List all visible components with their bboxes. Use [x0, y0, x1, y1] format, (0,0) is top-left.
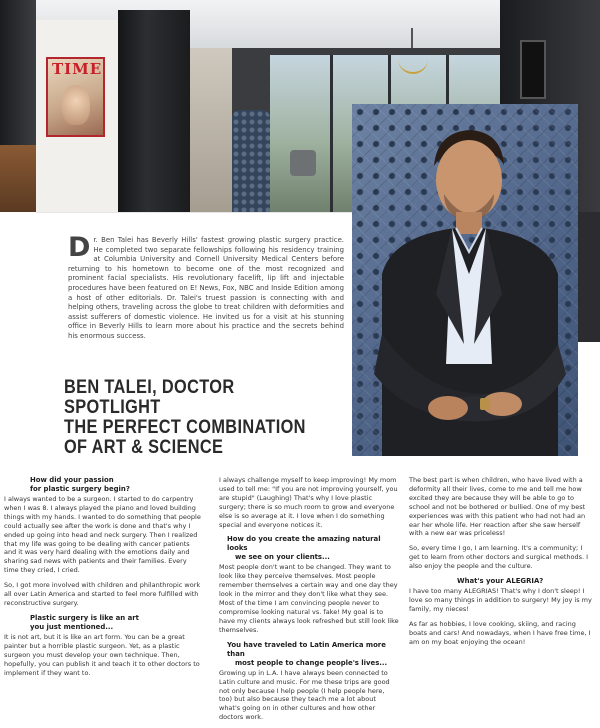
question-line: for plastic surgery begin?	[30, 485, 130, 493]
article-headline	[64, 378, 313, 458]
tufted-chair	[232, 110, 270, 212]
background-edge	[578, 212, 600, 342]
magazine-portrait-icon	[62, 85, 90, 125]
doctor-portrait-icon	[352, 104, 578, 456]
doctor-portrait	[352, 104, 578, 456]
doorway	[190, 48, 232, 212]
answer-paragraph: So, every time I go, I am learning. It's a community; I get to learn from other doctors and surgical methods. I also enjoy the people and the culture.	[409, 544, 589, 571]
headline-line-1: BEN TALEI, DOCTOR SPOTLIGHT	[64, 377, 235, 418]
answer-paragraph: Growing up in L.A. I have always been connected to Latin culture and music. For me these trips are good not only because I help people (I help people here, too) but also because they teach me a lot about what's going on in other cultures and how other doctors work.	[219, 668, 390, 722]
intro-text: r. Ben Talei has Beverly Hills' fastest growing plastic surgery practice. He completed two separate fellowships following his residency training at Columbia University and Cornell University Medical Centers before returning to his hometown to become one of the most recognized and prominent facial specialists. His revolutionary facelift, lip lift and injectable procedures have been featured on E! News, Fox, NBC and Inside Edition among a host of other editorials. Dr. Talei's truest passion is connecting with and helping others, traveling across the globe to treat children with deformities and assist sufferers of domestic violence. He invited us for a visit at his stunning office in Beverly Hills to learn more about his practice and the secrets behind his enormous success.	[68, 236, 344, 340]
answer-paragraph: I always challenge myself to keep improving! My mom used to tell me: "If you are not improving yourself, you are stupid" (Laughing) That's why I love plastic surgery; there is so much room to grow and everyone else is so average at it. I love when I do something special and everyone notices it.	[219, 476, 398, 529]
time-magazine-frame	[46, 57, 105, 137]
question-line: How did your passion	[30, 476, 114, 484]
lounge-chair	[290, 150, 316, 176]
time-magazine-title: TIME	[52, 60, 103, 78]
wood-cabinet	[0, 145, 36, 212]
question-line: you just mentioned...	[30, 622, 114, 631]
question-line: we see on your clients...	[235, 553, 330, 562]
question-line: most people to change people's lives...	[235, 658, 388, 667]
question-line: Plastic surgery is like an art	[30, 613, 139, 622]
answer-paragraph: I always wanted to be a surgeon. I started to do carpentry when I was 8. I always played the piano and loved building things with my hands. I wanted to do something that people could actually see after the work is done and that's why I ended up going into head and neck surgery. Then I realized that my life was going to be dealing with cancer patients and it was very hard dealing with the emotions daily and sharing sad news with patients and their families. Every time they cried, I cried.	[4, 495, 201, 575]
photo-edge	[36, 212, 352, 213]
question-heading	[4, 476, 202, 494]
question-heading	[219, 535, 399, 562]
question-line: You have traveled to Latin America more than	[227, 640, 386, 658]
article-column-1	[4, 476, 202, 683]
question-heading	[219, 641, 399, 668]
drop-cap: D	[68, 232, 91, 263]
question-line: How do you create the amazing natural looks	[227, 535, 381, 553]
marble-column	[118, 10, 190, 212]
article-column-3	[409, 476, 593, 653]
answer-paragraph: The best part is when children, who have lived with a deformity all their lives, come to me and tell me how excited they are because they will be able to go to school and not be bothered or bullied. One of my best experiences was with this patient who had not had an ear her whole life. Her reaction after she saw herself with a new ear was priceless!	[409, 476, 586, 538]
answer-paragraph: As far as hobbies, I love cooking, skiing, and racing boats and cars! And nowadays, when I have free time, I am on my boat enjoying the ocean!	[409, 619, 591, 646]
question-heading: What's your ALEGRIA?	[457, 577, 544, 586]
article-column-2	[219, 476, 399, 728]
answer-paragraph: So, I got more involved with children and philanthropic work all over Latin America and started to feel more fulfilled with reconstructive surgery.	[4, 581, 201, 607]
window-mullion	[330, 55, 333, 212]
intro-paragraph	[68, 232, 344, 342]
answer-paragraph: Most people don't want to be changed. They want to look like they perceive themselves. Most people remember themselves a certain way and one day they look in the mirror and they don't like what they see. Most of the time I am convincing people never to compromise looking natural vs. fake! My goal is to have my clients always look refreshed but still look like themselves.	[219, 563, 399, 634]
answer-paragraph: I have too many ALEGRIAS! That's why I don't sleep! I love so many things in addition to surgery! My joy is my family, my nieces!	[409, 587, 592, 613]
headline-line-2: THE PERFECT COMBINATION	[64, 417, 306, 438]
wall-art	[520, 40, 546, 99]
question-heading	[4, 614, 202, 632]
answer-paragraph: It is not art, but it is like an art form. You can be a great painter but a horrible plastic surgeon. Yet, as a plastic surgeon you must develop your own technique. Then, hopefully, you can publish it and teach it to other doctors to implement if they want to.	[4, 632, 200, 677]
headline-line-3: OF ART & SCIENCE	[64, 437, 224, 458]
